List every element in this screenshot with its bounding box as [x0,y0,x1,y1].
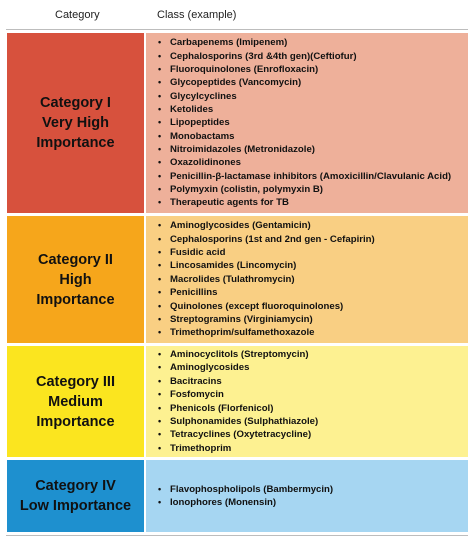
category-importance-line: Importance [36,291,115,308]
category-cell-2 [7,216,144,343]
list-item: • Sulphonamides (Sulphathiazole) [158,415,318,428]
list-item: • Fusidic acid [158,246,375,259]
list-item: • Bacitracins [158,375,318,388]
category-importance-line: Importance [36,135,115,151]
header-rule [6,29,468,30]
category-cell-3 [7,346,144,457]
category-importance-line: High [59,271,92,288]
list-item: • Flavophospholipols (Bambermycin) [158,483,333,496]
list-item: • Fosfomycin [158,388,318,401]
category-importance-line: Medium [48,393,103,410]
list-item: • Aminoglycosides (Gentamicin) [158,219,375,232]
list-item: • Streptogramins (Virginiamycin) [158,313,375,326]
list-item: • Oxazolidinones [158,156,451,169]
category-importance-line: Low Importance [19,498,132,514]
list-item: • Monobactams [158,130,451,143]
list-item: • Cephalosporins (3rd &4th gen)(Ceftiofur) [158,50,451,63]
category-name: Category IV [35,478,116,494]
class-cell-2 [146,216,468,343]
category-name: Category II [38,251,113,268]
class-cell-4 [146,460,468,532]
class-list [158,36,451,209]
category-name: Category I [40,95,111,111]
list-item: • Phenicols (Florfenicol) [158,402,318,415]
list-item: • Penicillins [158,286,375,299]
list-item: • Macrolides (Tulathromycin) [158,273,375,286]
category-cell-1 [7,33,144,213]
list-item: • Carbapenems (Imipenem) [158,36,451,49]
header-category: Category [55,9,100,21]
header-class: Class (example) [157,9,237,21]
list-item: • Lincosamides (Lincomycin) [158,259,375,272]
class-list [158,219,375,339]
category-importance-line: Very High [42,115,109,131]
list-item: • Trimethoprim [158,442,318,455]
category-cell-4 [7,460,144,532]
list-item: • Aminoglycosides [158,361,318,374]
class-list [158,348,318,455]
list-item: • Cephalosporins (1st and 2nd gen - Cefapirin) [158,233,375,246]
list-item: • Aminocyclitols (Streptomycin) [158,348,318,361]
list-item: • Lipopeptides [158,116,451,129]
class-cell-3 [146,346,468,457]
class-list [158,483,333,510]
list-item: • Ionophores (Monensin) [158,496,333,509]
list-item: • Polymyxin (colistin, polymyxin B) [158,183,451,196]
list-item: • Tetracyclines (Oxytetracycline) [158,428,318,441]
list-item: • Ketolides [158,103,451,116]
footer-rule [6,535,468,536]
list-item: • Penicillin-β-lactamase inhibitors (Amoxicillin/Clavulanic Acid) [158,170,451,183]
list-item: • Quinolones (except fluoroquinolones) [158,300,375,313]
list-item: • Nitroimidazoles (Metronidazole) [158,143,451,156]
list-item: • Therapeutic agents for TB [158,196,451,209]
list-item: • Fluoroquinolones (Enrofloxacin) [158,63,451,76]
category-name: Category III [36,373,115,390]
list-item: • Glycylcyclines [158,90,451,103]
class-cell-1 [146,33,468,213]
list-item: • Glycopeptides (Vancomycin) [158,76,451,89]
list-item: • Trimethoprim/sulfamethoxazole [158,326,375,339]
category-importance-line: Importance [36,413,115,430]
